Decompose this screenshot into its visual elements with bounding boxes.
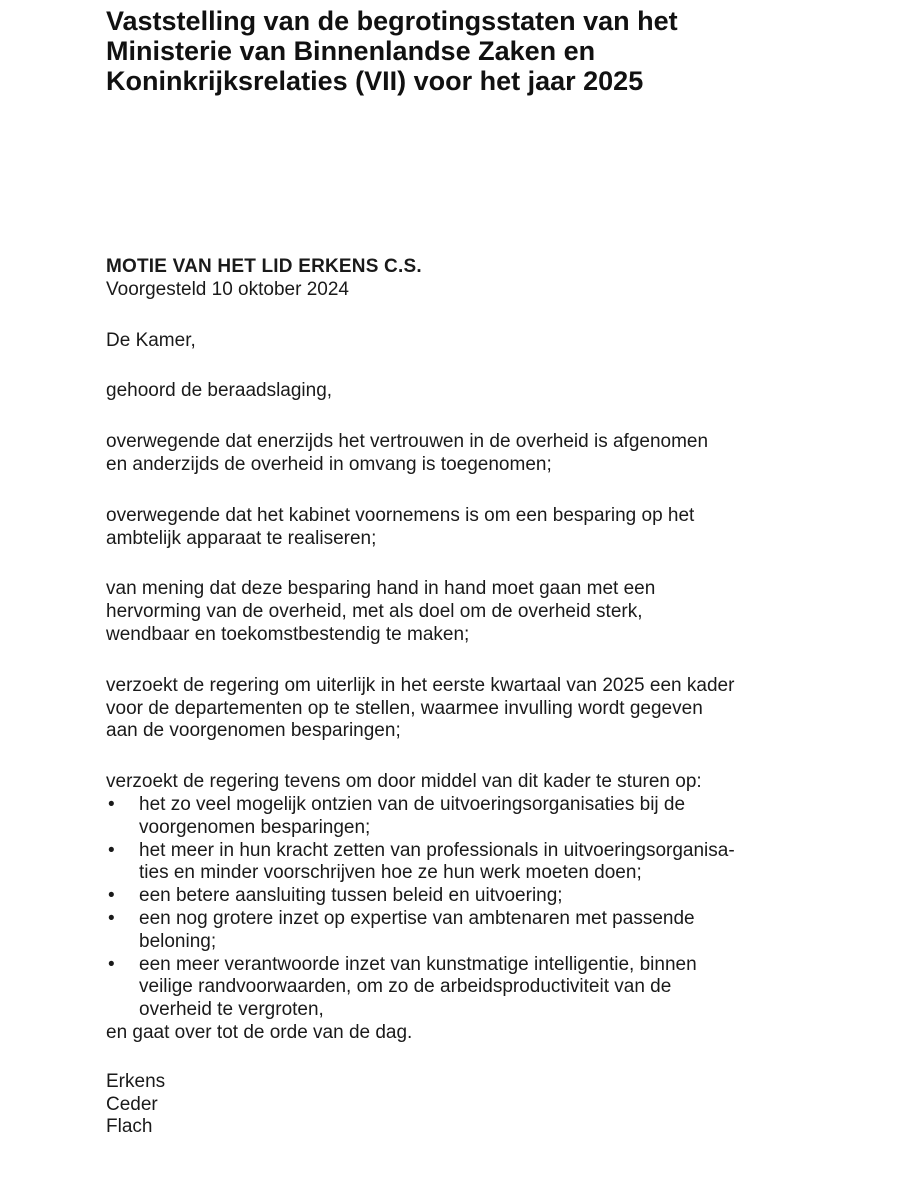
list-item <box>106 885 866 908</box>
title-line: Ministerie van Binnenlandse Zaken en <box>106 36 596 66</box>
text-line: hervorming van de overheid, met als doel om de overheid sterk, <box>106 601 643 623</box>
text-line: een betere aansluiting tussen beleid en uitvoering; <box>139 885 563 907</box>
consideration-paragraph <box>106 431 866 477</box>
closing-line: en gaat over tot de orde van de dag. <box>106 1021 413 1043</box>
text-line: overwegende dat enerzijds het vertrouwen in de overheid is afgenomen <box>106 431 709 453</box>
motion-body <box>106 256 866 1139</box>
text-line: voor de departementen op te stellen, waarmee invulling wordt gegeven <box>106 697 703 719</box>
bullet-icon: • <box>108 839 115 861</box>
salutation: De Kamer, <box>106 329 196 351</box>
signatories <box>106 1071 866 1139</box>
consideration-paragraph <box>106 505 866 551</box>
proposed-date: Voorgesteld 10 oktober 2024 <box>106 278 349 300</box>
signatory-name: Ceder <box>106 1093 158 1115</box>
heard-clause: gehoord de beraadslaging, <box>106 380 333 402</box>
document-title <box>106 6 866 96</box>
signatory-name: Erkens <box>106 1070 166 1092</box>
list-item <box>106 794 866 840</box>
text-line: aan de voorgenomen besparingen; <box>106 720 401 742</box>
title-line: Vaststelling van de begrotingsstaten van het <box>106 6 678 36</box>
text-line: het meer in hun kracht zetten van professionals in uitvoeringsorganisa- <box>139 839 735 861</box>
bullet-icon: • <box>108 885 115 907</box>
text-line: het zo veel mogelijk ontzien van de uitvoeringsorganisaties bij de <box>139 793 686 815</box>
text-line: ties en minder voorschrijven hoe ze hun werk moeten doen; <box>139 862 642 884</box>
text-line: veilige randvoorwaarden, om zo de arbeidsproductiviteit van de <box>139 976 672 998</box>
list-item <box>106 954 866 1022</box>
bullet-icon: • <box>108 793 115 815</box>
text-line: voorgenomen besparingen; <box>139 816 371 838</box>
request-paragraph <box>106 675 866 743</box>
text-line: ambtelijk apparaat te realiseren; <box>106 527 377 549</box>
text-line: en anderzijds de overheid in omvang is toegenomen; <box>106 453 552 475</box>
title-line: Koninkrijksrelaties (VII) voor het jaar 2025 <box>106 66 644 96</box>
request-intro: verzoekt de regering tevens om door middel van dit kader te sturen op: <box>106 771 702 793</box>
motion-heading: MOTIE VAN HET LID ERKENS C.S. <box>106 256 422 277</box>
request-list <box>106 794 866 1022</box>
text-line: een nog grotere inzet op expertise van ambtenaren met passende <box>139 907 695 929</box>
bullet-icon: • <box>108 953 115 975</box>
text-line: verzoekt de regering om uiterlijk in het eerste kwartaal van 2025 een kader <box>106 674 735 696</box>
list-item <box>106 908 866 954</box>
text-line: overheid te vergroten, <box>139 999 324 1021</box>
signatory-name: Flach <box>106 1116 153 1138</box>
text-line: wendbaar en toekomstbestendig te maken; <box>106 623 470 645</box>
text-line: overwegende dat het kabinet voornemens is om een besparing op het <box>106 504 695 526</box>
opinion-paragraph <box>106 578 866 646</box>
text-line: van mening dat deze besparing hand in hand moet gaan met een <box>106 578 656 600</box>
bullet-icon: • <box>108 907 115 929</box>
list-item <box>106 840 866 886</box>
text-line: beloning; <box>139 930 217 952</box>
text-line: een meer verantwoorde inzet van kunstmatige intelligentie, binnen <box>139 953 697 975</box>
